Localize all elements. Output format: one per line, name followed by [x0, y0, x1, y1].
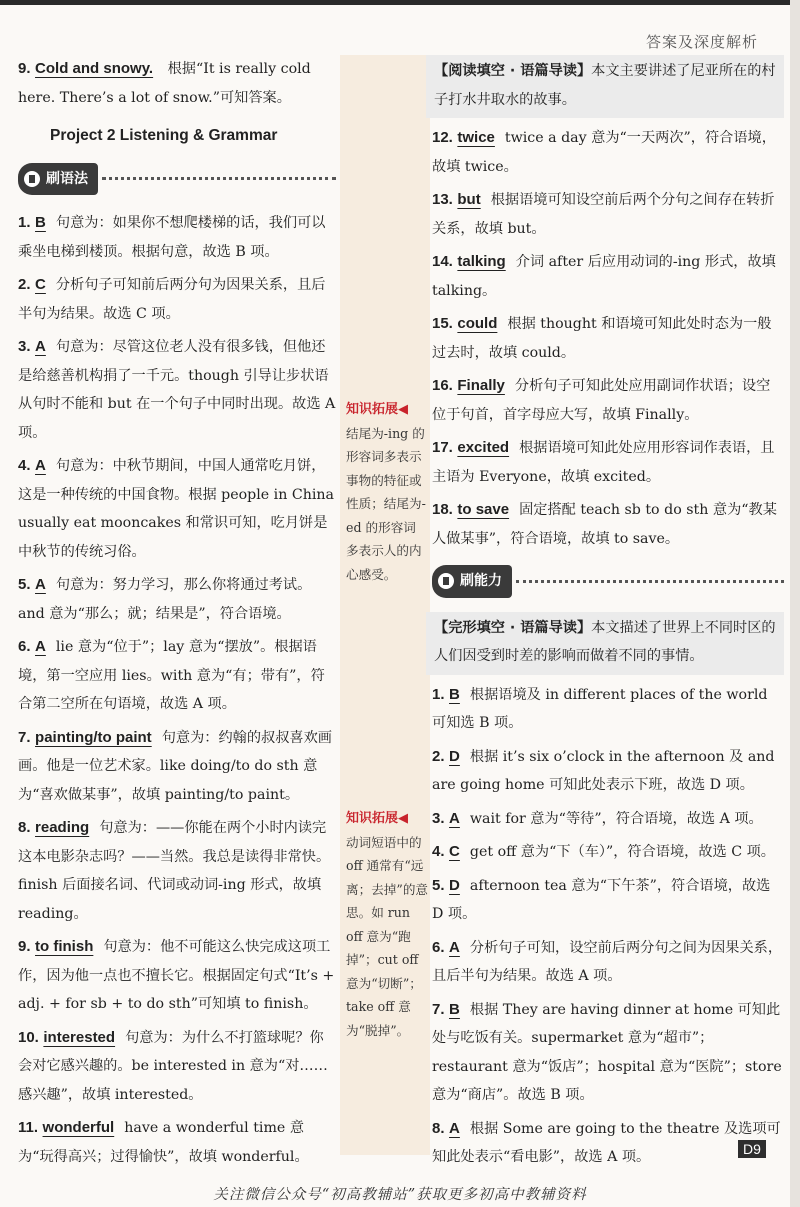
answer-explanation: 句意为：约翰的叔叔喜欢画画。他是一位艺术家。like doing/to do sth 意为“喜欢做某事”，故填 painting/to paint。 [18, 729, 332, 803]
answer-key: painting/to paint [35, 728, 152, 746]
answer-item: 5. A 句意为：努力学习，那么你将通过考试。and 意为“那么；就；结果是”，符合语境。 [18, 576, 312, 622]
answer-item: 7. B 根据 They are having dinner at home 可知此处与吃饭有关。supermarket 意为“超市”；restaurant 意为“饭店”；hospital 意为“医院”；store 意为“商店”。故选 B 项。 [432, 1000, 782, 1103]
pencil-icon [438, 573, 454, 589]
answer-key: to save [457, 501, 510, 518]
cloze-guide: 【完形填空 · 语篇导读】本文描述了世界上不同时区的人们因受到时差的影响而做着不同的事情。 [426, 612, 784, 675]
project-heading: Project 2 Listening & Grammar [50, 127, 278, 144]
answer-explanation: 分析句子可知前后两分句为因果关系，且后半句为结果。故选 C 项。 [18, 277, 326, 322]
answer-key: could [457, 315, 498, 332]
answer-key: A [35, 576, 46, 593]
answer-explanation: wait for 意为“等待”，符合语境，故选 A 项。 [469, 810, 763, 827]
answer-item: 17. excited 根据语境可知此处应用形容词作表语，且主语为 Everyone，故填 excited。 [432, 439, 775, 485]
answer-explanation: 根据 Some are going to the theatre 及选项可知此处表示“看电影”，故选 A 项。 [432, 1120, 781, 1165]
answer-key: A [35, 338, 46, 355]
pencil-icon [24, 171, 40, 187]
answer-key: B [449, 685, 460, 703]
answer-key: B [449, 1000, 460, 1018]
answer-item: 2. D 根据 it’s six o’clock in the afternoon 及 and are going home 可知此处表示下班，故选 D 项。 [432, 747, 775, 793]
answer-item: 1. B 根据语境及 in different places of the world 可知选 B 项。 [432, 685, 768, 731]
answer-key: D [449, 876, 460, 894]
answer-explanation: 句意为：——你能在两个小时内读完这本电影杂志吗？——当然。我总是读得非常快。finish 后面接名词、代词或动词-ing 形式，故填 reading。 [18, 820, 331, 922]
answer-item: 14. talking 介词 after 后应用动词的-ing 形式，故填 talking。 [432, 253, 776, 299]
answer-key: D [449, 747, 460, 765]
answer-explanation: have a wonderful time 意为“玩得高兴；过得愉快”，故填 wonderful。 [18, 1120, 309, 1165]
reading-guide: 【阅读填空 · 语篇导读】本文主要讲述了尼亚所在的村子打水井取水的故事。 [426, 55, 784, 118]
answer-item: 6. A lie 意为“位于”；lay 意为“摆放”。根据语境，第一空应用 lies。with 意为“有；带有”，符合第二空所在句语境，故选 A 项。 [18, 638, 325, 712]
answer-explanation: twice a day 意为“一天两次”，符合语境，故填 twice。 [432, 130, 776, 175]
dotted-divider [102, 177, 336, 180]
page-edge [790, 0, 800, 1207]
answer-key: talking [457, 253, 506, 270]
left-answer-list [18, 209, 336, 1171]
answer-key: to finish [35, 938, 94, 955]
answer-explanation: get off 意为“下（车）”，符合语境，故选 C 项。 [469, 844, 775, 860]
answer-key: interested [43, 1028, 116, 1046]
answer-explanation: lie 意为“位于”；lay 意为“摆放”。根据语境，第一空应用 lies。with 意为“有；带有”，符合第二空所在句语境，故选 A 项。 [18, 639, 325, 712]
answer-item: 8. reading 句意为：——你能在两个小时内读完这本电影杂志吗？——当然。我总是读得非常快。finish 后面接名词、代词或动词-ing 形式，故填 reading。 [18, 819, 331, 922]
answer-key: C [35, 276, 46, 293]
answer-key: but [457, 191, 481, 208]
answer-item: 13. but 根据语境可知设空前后两个分句之间存在转折关系，故填 but。 [432, 191, 775, 237]
answer-key: A [449, 809, 460, 827]
answer-item: 4. C get off 意为“下（车）”，符合语境，故选 C 项。 [432, 843, 775, 860]
answer-explanation: 句意为：尽管这位老人没有很多钱，但他还是给慈善机构捐了一千元。though 引导让步状语从句时不能和 but 在一个句子中同时出现。故选 A 项。 [18, 339, 336, 441]
answer-key: A [449, 938, 460, 956]
answer-key: A [449, 1119, 460, 1137]
answer-explanation: 根据 thought 和语境可知此处时态为一般过去时，故填 could。 [432, 316, 772, 361]
page-number: D9 [738, 1140, 766, 1158]
answer-key: twice [457, 129, 495, 146]
answer-item: 3. A 句意为：尽管这位老人没有很多钱，但他还是给慈善机构捐了一千元。though 引导让步状语从句时不能和 but 在一个句子中同时出现。故选 A 项。 [18, 338, 336, 441]
answer-item: 12. twice twice a day 意为“一天两次”，符合语境，故填 twice。 [432, 129, 776, 175]
section-header: 答案及深度解析 [645, 33, 758, 51]
answer-explanation: 句意为：如果你不想爬楼梯的话，我们可以乘坐电梯到楼顶。根据句意，故选 B 项。 [18, 215, 326, 260]
answer-item: 3. A wait for 意为“等待”，符合语境，故选 A 项。 [432, 809, 763, 827]
top-border [0, 0, 800, 5]
answer-item: 18. to save 固定搭配 teach sb to do sth 意为“教某人做某事”，符合语境，故填 to save。 [432, 501, 777, 547]
answer-explanation: 句意为：努力学习，那么你将通过考试。and 意为“那么；就；结果是”，符合语境。 [18, 577, 312, 622]
answer-item: 15. could 根据 thought 和语境可知此处时态为一般过去时，故填 could。 [432, 315, 772, 361]
answer-explanation: 根据语境可知此处应用形容词作表语，且主语为 Everyone，故填 excited。 [432, 440, 775, 485]
right-answer-list-1 [432, 124, 784, 553]
footer-note: 关注微信公众号“初高教辅站”获取更多初高中教辅资料 [213, 1187, 587, 1203]
answer-item: 2. C 分析句子可知前后两分句为因果关系，且后半句为结果。故选 C 项。 [18, 276, 326, 322]
answer-key: reading [35, 819, 90, 836]
answer-key: C [449, 843, 460, 860]
answer-item: 1. B 句意为：如果你不想爬楼梯的话，我们可以乘坐电梯到楼顶。根据句意，故选 B 项。 [18, 214, 326, 260]
answer-explanation: 根据语境可知设空前后两个分句之间存在转折关系，故填 but。 [432, 192, 775, 237]
answer-item: 4. A 句意为：中秋节期间，中国人通常吃月饼，这是一种传统的中国食物。根据 people in China usually eat mooncakes 和常识可知，吃月饼是中秋节的传统习俗。 [18, 457, 334, 560]
answer-item: 8. A 根据 Some are going to the theatre 及选项可知此处表示“看电影”，故选 A 项。 [432, 1119, 781, 1165]
answer-key: Cold and snowy. [35, 60, 154, 77]
answer-explanation: 分析句子可知此处应用副词作状语；设空位于句首，首字母应大写，故填 Finally。 [432, 378, 771, 423]
answer-key: A [35, 457, 46, 474]
answer-item: 5. D afternoon tea 意为“下午茶”，符合语境，故选 D 项。 [432, 876, 771, 922]
section-badge-ability: 刷能力 [432, 565, 784, 598]
answer-explanation: 根据 They are having dinner at home 可知此处与吃饭有关。supermarket 意为“超市”；restaurant 意为“饭店”；hospital 意为“医院”；store 意为“商店”。故选 B 项。 [432, 1001, 782, 1103]
answer-explanation: 句意为：中秋节期间，中国人通常吃月饼，这是一种传统的中国食物。根据 people in China usually eat mooncakes 和常识可知，吃月饼是中秋节的传统习俗。 [18, 458, 334, 560]
answer-item: 9. to finish 句意为：他不可能这么快完成这项工作，因为他一点也不擅长它。根据固定句式“It’s + adj. + for sb + to do sth”可知填 to finish。 [18, 938, 335, 1012]
answer-item: 16. Finally 分析句子可知此处应用副词作状语；设空位于句首，首字母应大写，故填 Finally。 [432, 377, 771, 423]
answer-key: wonderful [42, 1119, 115, 1136]
section-badge-grammar: 刷语法 [18, 163, 336, 196]
answer-explanation: 分析句子可知，设空前后两分句之间为因果关系，且后半句为结果。故选 A 项。 [432, 939, 783, 984]
answer-explanation: 句意为：为什么不打篮球呢？你会对它感兴趣的。be interested in 意为“对……感兴趣”，故填 interested。 [18, 1029, 328, 1103]
answer-explanation: 根据 it’s six o’clock in the afternoon 及 and are going home 可知此处表示下班，故选 D 项。 [432, 748, 775, 793]
answer-key: Finally [457, 377, 505, 394]
answer-key: B [35, 214, 46, 231]
answer-explanation: 固定搭配 teach sb to do sth 意为“教某人做某事”，符合语境，故填 to save。 [432, 502, 777, 547]
answer-explanation: afternoon tea 意为“下午茶”，符合语境，故选 D 项。 [432, 877, 771, 922]
answer-item: 7. painting/to paint 句意为：约翰的叔叔喜欢画画。他是一位艺术家。like doing/to do sth 意为“喜欢做某事”，故填 painting/to paint。 [18, 728, 332, 803]
answer-item: 6. A 分析句子可知，设空前后两分句之间为因果关系，且后半句为结果。故选 A 项。 [432, 938, 783, 984]
answer-explanation: 句意为：他不可能这么快完成这项工作，因为他一点也不擅长它。根据固定句式“It’s + adj. + for sb + to do sth”可知填 to finish。 [18, 939, 335, 1012]
left-column [18, 55, 336, 1176]
right-column [432, 55, 784, 1177]
dotted-divider [516, 580, 784, 583]
answer-explanation: 介词 after 后应用动词的-ing 形式，故填 talking。 [432, 254, 776, 299]
answer-item-9-top: 9. Cold and snowy. 根据“It is really cold here. There’s a lot of snow.”可知答案。 [18, 60, 311, 106]
right-answer-list-2 [432, 681, 784, 1172]
knowledge-note-1: 知识拓展◀ 结尾为-ing 的形容词多表示事物的特征或性质；结尾为-ed 的形容词多表示人的内心感受。 [346, 402, 426, 582]
answer-key: A [35, 638, 46, 655]
answer-item: 10. interested 句意为：为什么不打篮球呢？你会对它感兴趣的。be interested in 意为“对……感兴趣”，故填 interested。 [18, 1028, 328, 1103]
knowledge-note-2: 知识拓展◀ 动词短语中的 off 通常有“远离；去掉”的意思。如 run off 意为“跑掉”；cut off 意为“切断”；take off 意为“脱掉”。 [346, 811, 429, 1038]
answer-item: 11. wonderful have a wonderful time 意为“玩得高兴；过得愉快”，故填 wonderful。 [18, 1119, 309, 1165]
answer-key: excited [457, 439, 510, 456]
answer-explanation: 根据语境及 in different places of the world 可知选 B 项。 [432, 686, 768, 731]
